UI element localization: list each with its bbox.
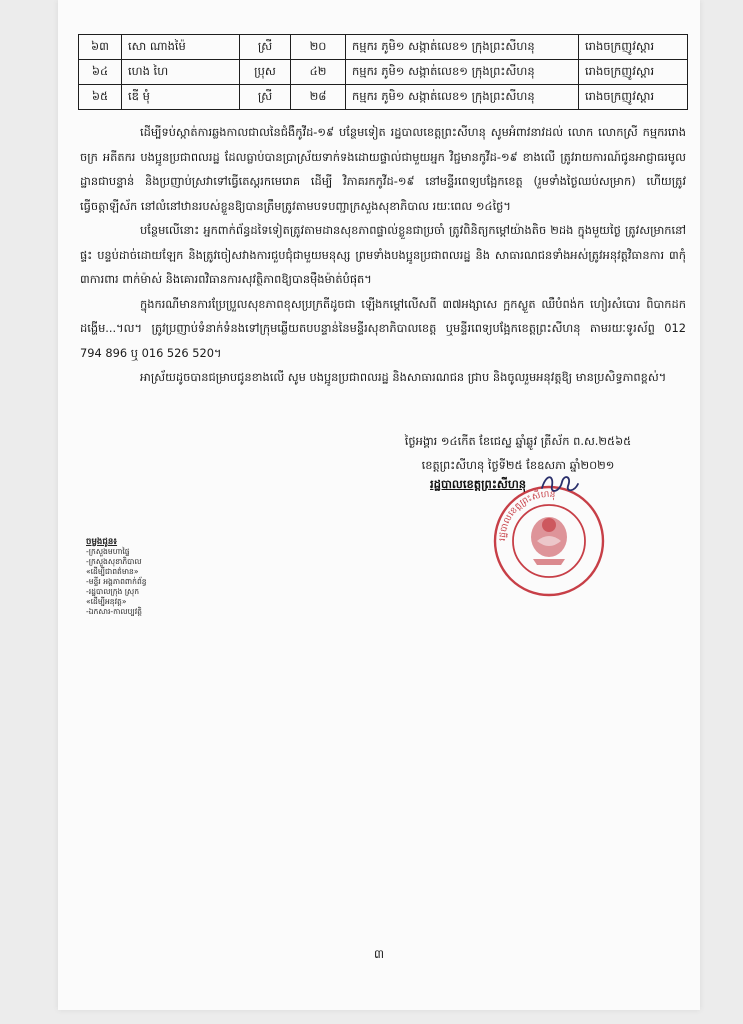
person-workplace: រោងចក្រញូវស្តារ (579, 60, 688, 85)
person-age: ២០ (291, 35, 346, 60)
table-row (79, 35, 688, 60)
person-name: សោ ណាងម៉ៃ (122, 35, 240, 60)
person-sex: ស្រី (240, 85, 291, 110)
person-name: ហេង ហៃ (122, 60, 240, 85)
person-address: កម្មករ ភូមិ១ សង្កាត់លេខ១ ក្រុងព្រះសីហនុ (346, 60, 579, 85)
table-row (79, 60, 688, 85)
table-row (79, 85, 688, 110)
official-seal (437, 485, 661, 597)
cc-item: -ក្រសួងមហាផ្ទៃ (86, 547, 130, 556)
cc-item: -មន្ទីរ អង្គភាពពាក់ព័ន្ធ (86, 577, 147, 586)
paragraph-appeal: ដើម្បីទប់ស្កាត់ការឆ្លងកាលជាលនៃជំងឺកូវីដ-១៩ បន្ថែមទៀត រដ្ឋបាលខេត្តព្រះសីហនុ សូមអំពាវនាវដល់ លោក លោកស្រី កម្មកររោងចក្រ អតីតករ បងប្អូនប្រជាពលរដ្ឋ ដែលធ្លាប់បានប្រាស្រ័យទាក់ទងដោយផ្ទាល់ជាមួយអ្នក វិជ្ជមានកូវីដ-១៩ ខាងលើ ត្រូវរាយការណ៍ជូនអាជ្ញាធរមូលដ្ឋានជាបន្ទាន់ និងប្រញាប់ស្រវាទៅធ្វើតេស្តរកមេរោគ ដើម្បី វិភាគរកកូវីដ-១៩ នៅមន្ទីរពេទ្យបង្អែកខេត្ត (រួមទាំងថ្ងៃឈប់សម្រាក) ហើយត្រូវធ្វើចត្តាឡីស័ក នៅលំនៅឋានរបស់ខ្លួនឱ្យបានត្រឹមត្រូវតាមបទបញ្ជាក្រសួងសុខាភិបាល រយៈពេល ១៤ថ្ងៃ។ (80, 125, 686, 213)
solar-date: ខេត្តព្រះសីហនុ ថ្ងៃទី២៥ ខែឧសភា ឆ្នាំ២០២១ (421, 458, 615, 472)
person-workplace: រោងចក្រញូវស្តារ (579, 85, 688, 110)
seal-ring-text: រដ្ឋបាលខេត្តព្រះសីហនុ (497, 489, 556, 542)
cc-item: -រដ្ឋបាលក្រុង ស្រុក (86, 587, 140, 596)
row-number: ៦៤ (79, 60, 122, 85)
person-address: កម្មករ ភូមិ១ សង្កាត់លេខ១ ក្រុងព្រះសីហនុ (346, 85, 579, 110)
signature (538, 470, 580, 498)
signing-authority: រដ្ឋបាលខេត្តព្រះសីហនុ (430, 477, 527, 491)
worker-list-table (78, 34, 688, 110)
person-age: ២៨ (291, 85, 346, 110)
date-block (358, 429, 678, 477)
cc-item: -ក្រសួងសុខាភិបាល (86, 557, 142, 566)
person-age: ៤២ (291, 60, 346, 85)
person-name: ឌើ មុំ (122, 85, 240, 110)
row-number: ៦៣ (79, 35, 122, 60)
person-workplace: រោងចក្រញូវស្តារ (579, 35, 688, 60)
cc-item: «ដើម្បីជាពត៌មាន» (86, 567, 139, 576)
lunar-date: ថ្ងៃអង្គារ ១៤កើត ខែជេស្ឋ ឆ្នាំឆ្លូវ ត្រីស័ក ព.ស.២៥៦៥ (404, 434, 632, 448)
announcement-body (80, 120, 686, 390)
paragraph-conclusion: អាស្រ័យដូចបានជម្រាបជូនខាងលើ សូម បងប្អូនប្រជាពលរដ្ឋ និងសាធារណជន ជ្រាប និងចូលរួមអនុវត្តឱ្យ មានប្រសិទ្ធភាពខ្ពស់។ (140, 370, 667, 384)
seal-emblem (531, 517, 567, 565)
cc-title: ចម្លងជូន៖ (86, 537, 118, 547)
paragraph-symptoms-hotline: ក្នុងករណីមានការប្រែប្រួលសុខភាពខុសប្រក្រតីដូចជា ឡើងកម្ដៅលើសពី ៣៧អង្សាសេ ក្អកស្ងួត ឈឺបំពង់ក ហៀរសំបោរ ពិបាកដកដង្ហើម...។ល។ ត្រូវប្រញាប់ទំនាក់ទំនងទៅក្រុមឆ្លើយតបបន្ទាន់នៃមន្ទីរសុខាភិបាលខេត្ត ឬមន្ទីរពេទ្យបង្អែកខេត្តព្រះសីហនុ តាមរយៈទូរស័ព្ទ 012 794 896 ឬ 016 526 520។ (80, 296, 686, 360)
cc-item: «ដើម្បីអនុវត្ត» (86, 597, 127, 606)
page-number: ៣ (373, 947, 385, 961)
person-address: កម្មករ ភូមិ១ សង្កាត់លេខ១ ក្រុងព្រះសីហនុ (346, 35, 579, 60)
paragraph-health-monitoring: បន្ថែមលើនោះ អ្នកពាក់ព័ន្ធដទៃទៀតត្រូវតាមដានសុខភាពផ្ទាល់ខ្លួនជាប្រចាំ ត្រូវពិនិត្យកម្ដៅយ៉ាងតិច ២ដង ក្នុងមួយថ្ងៃ ត្រូវសម្រាកនៅផ្ទះ បន្ទប់ដាច់ដោយឡែក និងត្រូវចៀសវាងការជួបជុំជាមួយមនុស្ស ព្រមទាំងបងប្អូនប្រជាពលរដ្ឋ និង សាធារណជនទាំងអស់ត្រូវអនុវត្តវិធានការ ៣កុំ ៣ការពារ ពាក់ម៉ាស់ និងគោរពវិធានការសុវត្ថិភាពឱ្យបានម៉ឺងម៉ាត់បំផុត។ (80, 223, 686, 286)
person-sex: ស្រី (240, 35, 291, 60)
person-sex: ប្រុស (240, 60, 291, 85)
cc-item: -ឯកសារ-កាលប្បវត្តិ (86, 607, 142, 616)
carbon-copy-list (86, 537, 147, 617)
row-number: ៦៥ (79, 85, 122, 110)
document-page (58, 0, 700, 1010)
